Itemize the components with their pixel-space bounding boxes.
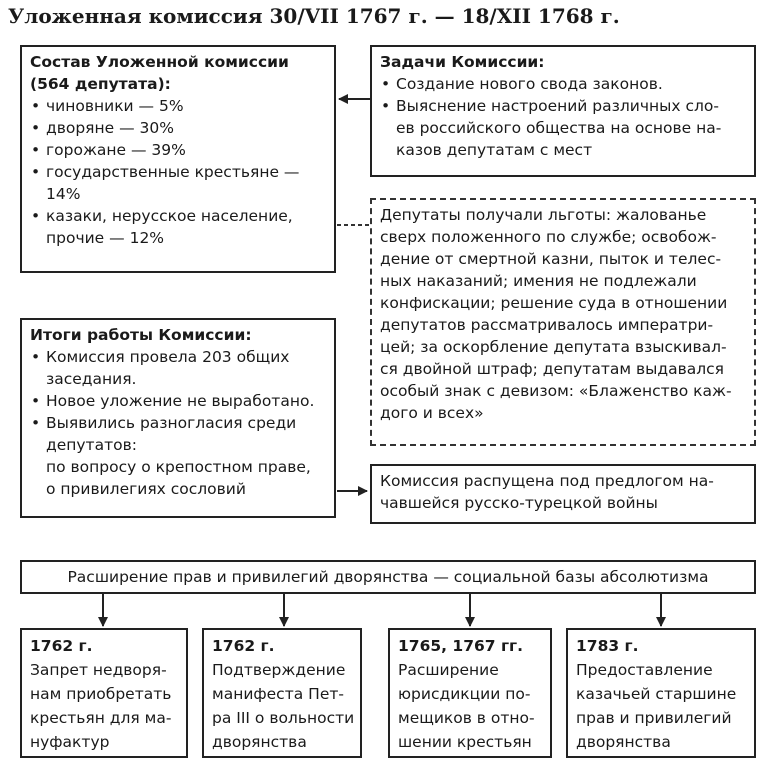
list-item-text: • Выявились разногласия среди [46,414,297,432]
event-year: 1762 г. [30,637,93,655]
event-year: 1765, 1767 гг. [398,637,524,655]
privileges-line: конфискации; решение суда в отношении [380,294,728,312]
list-item-text: • дворяне — 30% [46,119,174,137]
event-line: казачьей старшине [576,685,737,703]
event-line: Запрет недворя- [30,661,167,679]
list-item-text: ев российского общества на основе на- [396,119,722,137]
privileges-line: ся двойной штраф; депутатам выдавался [380,360,724,378]
event-line: нуфактур [30,733,110,751]
event-line: Подтверждение [212,661,346,679]
list-item-text: • горожане — 39% [46,141,186,159]
privileges-line: дение от смертной казни, пыток и телес- [380,250,722,268]
event-line: шении крестьян [398,733,532,751]
privileges-line: ных наказаний; имения не подлежали [380,272,697,290]
event-year: 1762 г. [212,637,275,655]
dissolution-line: чавшейся русско-турецкой войны [380,494,658,512]
event-line: нам приобретать [30,685,172,703]
event-line: манифеста Пет- [212,685,344,703]
privileges-line: цей; за оскорбление депутата взыскивал- [380,338,727,356]
expansion-text: Расширение прав и привилегий дворянства — социальной базы абсолютизма [67,568,709,586]
list-item-text: • чиновники — 5% [46,97,184,115]
composition-heading-line-2: (564 депутата): [30,75,171,93]
list-item-text: прочие — 12% [46,229,165,247]
event-line: прав и привилегий [576,709,732,727]
list-item-text: • Выяснение настроений различных сло- [396,97,720,115]
list-item-text: • Новое уложение не выработано. [46,392,315,410]
privileges-line: сверх положенного по службе; освобож- [380,228,717,246]
privileges-line: дого и всех» [380,404,484,422]
event-line: Предоставление [576,661,713,679]
results-sub-line: по вопросу о крепостном праве, [46,458,311,476]
list-item-text: заседания. [46,370,137,388]
event-line: дворянства [212,733,307,751]
event-line: Расширение [398,661,499,679]
composition-heading-line-1: Состав Уложенной комиссии [30,53,289,71]
list-item-text: 14% [46,185,81,203]
dissolution-line: Комиссия распущена под предлогом на- [380,472,714,490]
results-heading: Итоги работы Комиссии: [30,326,252,344]
event-line: крестьян для ма- [30,709,172,727]
event-line: мещиков в отно- [398,709,535,727]
privileges-line: Депутаты получали льготы: жалованье [380,206,707,224]
list-item-text: • Комиссия провела 203 общих [46,348,290,366]
event-year: 1783 г. [576,637,639,655]
list-item-text: • казаки, нерусское население, [46,207,293,225]
tasks-heading: Задачи Комиссии: [380,53,545,71]
event-line: дворянства [576,733,671,751]
privileges-line: особый знак с девизом: «Блаженство каж- [380,382,732,400]
list-item-text: • Создание нового свода законов. [396,75,663,93]
event-line: юрисдикции по- [398,685,531,703]
results-sub-line: о привилегиях сословий [46,480,246,498]
event-line: ра III о вольности [212,709,355,727]
list-item-text: казов депутатам с мест [396,141,593,159]
list-item-text: депутатов: [46,436,137,454]
list-item-text: • государственные крестьяне — [46,163,300,181]
page-title: Уложенная комиссия 30/VII 1767 г. — 18/XII 1768 г. [8,4,620,28]
privileges-line: депутатов рассматривалось императри- [380,316,714,334]
